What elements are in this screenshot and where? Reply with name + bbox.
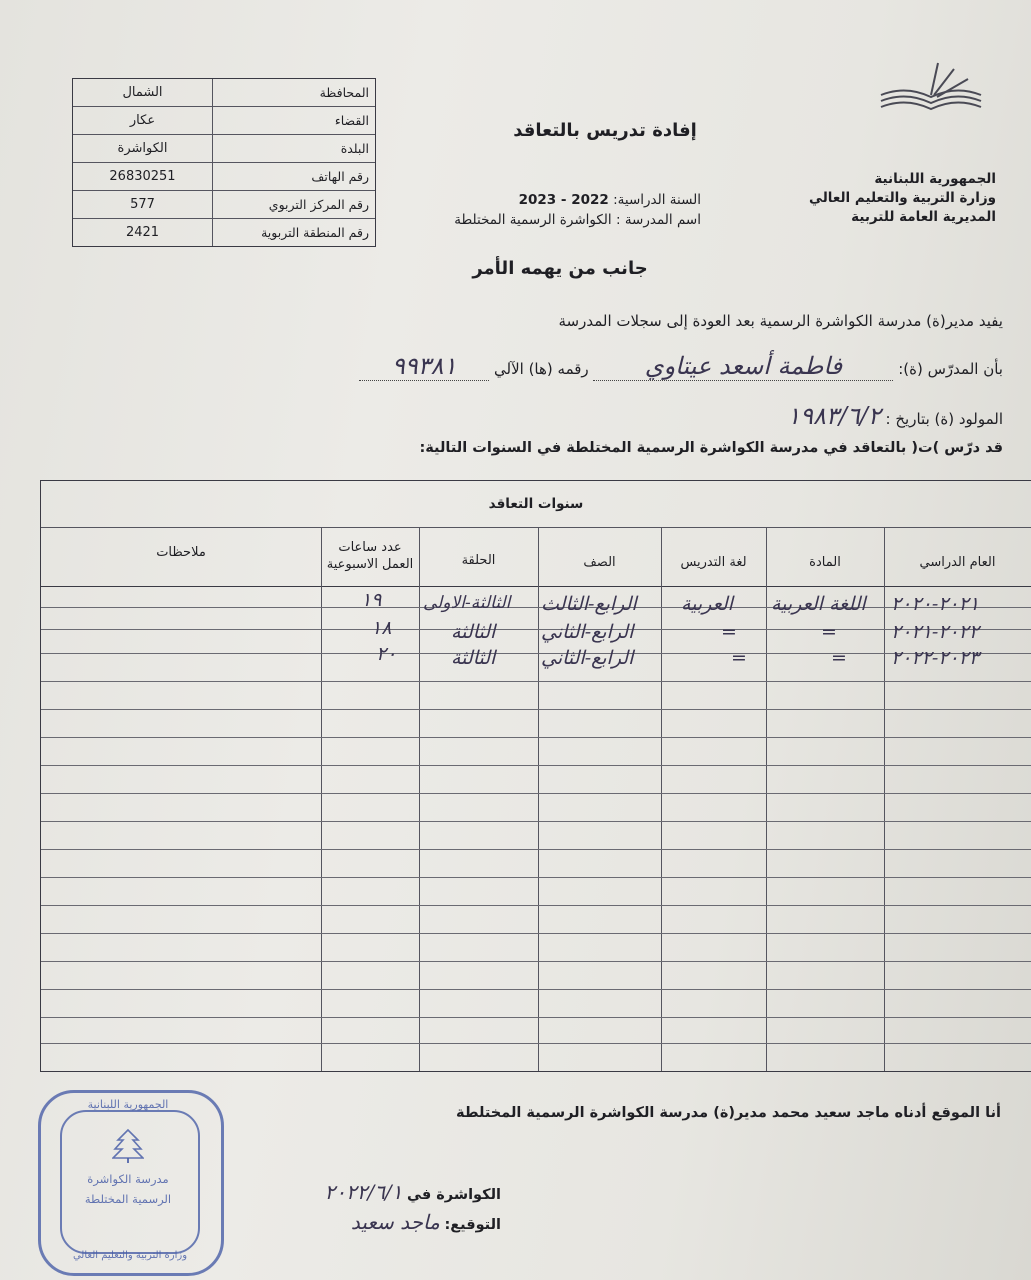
row-1-grade: الرابع-الثالث: [541, 593, 637, 615]
ministry-text: وزارة التربية والتعليم العالي: [809, 190, 996, 206]
signature-line: [241, 1210, 501, 1234]
row-1-subject: اللغة العربية: [771, 593, 866, 615]
school-details: [381, 190, 701, 230]
birth-label: المولود (ة) بتاريخ :: [885, 410, 1003, 428]
taught-line: قد درّس )ت( بالتعاقد في مدرسة الكواشرة الرسمية المختلطة في السنوات التالية:: [419, 440, 1003, 456]
place-date-line: [241, 1180, 501, 1204]
republic-text: الجمهورية اللبنانية: [874, 171, 996, 187]
school-name-value: الكواشرة الرسمية المختلطة: [454, 212, 612, 228]
header-grade: الصف: [583, 555, 616, 570]
body-line-1: يفيد مدير(ة) مدرسة الكواشرة الرسمية بعد العودة إلى سجلات المدرسة: [558, 312, 1003, 330]
row-2-grade: الرابع-الثاني: [541, 621, 634, 643]
directorate-text: المديرية العامة للتربية: [851, 209, 996, 225]
info-row: رقم المركز التربوي 577: [73, 191, 375, 219]
info-row: المحافظة الشمال: [73, 79, 375, 107]
teacher-name: فاطمة أسعد عيتاوي: [593, 352, 893, 381]
school-info-box: [72, 78, 376, 247]
contract-years-table: [40, 480, 1031, 1072]
ministry-logo-icon: [876, 55, 986, 115]
row-1-hours: ١٩: [361, 589, 382, 611]
ministry-heading: [796, 170, 996, 227]
info-row: رقم الهاتف 26830251: [73, 163, 375, 191]
row-3-subject: =: [831, 647, 847, 669]
row-2-hours: ١٨: [371, 617, 392, 639]
header-language: لغة التدريس: [680, 555, 747, 570]
signature-value: ماجد سعيد: [350, 1210, 440, 1234]
info-row: البلدة الكواشرة: [73, 135, 375, 163]
teacher-label: بأن المدرّس (ة):: [898, 360, 1003, 378]
row-3-language: =: [731, 647, 747, 669]
row-1-year: ٢٠٢١-٢٠٢٠: [891, 593, 980, 615]
stamp-line-top: الجمهورية اللبنانية: [87, 1098, 169, 1111]
row-3-cycle: الثالثة: [451, 647, 496, 669]
stamp-line-2: الرسمية المختلطة: [84, 1192, 172, 1206]
info-row: رقم المنطقة التربوية 2421: [73, 219, 375, 246]
row-2-year: ٢٠٢٢-٢٠٢١: [891, 621, 980, 643]
row-1-language: العربية: [681, 593, 733, 615]
id-number: ٩٩٣٨١: [359, 352, 489, 381]
table-caption: سنوات التعاقد: [41, 481, 1031, 528]
row-1-cycle: الثالثة-الاولى: [423, 593, 511, 613]
signatory-statement: أنا الموقع أدناه ماجد سعيد محمد مدير(ة) مدرسة الكواشرة الرسمية المختلطة: [456, 1105, 1001, 1121]
row-3-year: ٢٠٢٣-٢٠٢٢: [891, 647, 980, 669]
school-name-label: اسم المدرسة :: [615, 212, 701, 228]
document-title: إفادة تدريس بالتعاقد: [513, 120, 697, 141]
row-2-subject: =: [821, 621, 837, 643]
info-row: القضاء عكار: [73, 107, 375, 135]
stamp-line-bottom: وزارة التربية والتعليم العالي: [72, 1250, 188, 1261]
stamp-line-1: مدرسة الكواشرة: [87, 1172, 169, 1186]
header-subject: المادة: [809, 555, 841, 570]
place-date-value: ٢٠٢٢/٦/١: [324, 1180, 403, 1204]
school-year-value: 2022 - 2023: [518, 192, 609, 208]
salutation: جانب من يهمه الأمر: [472, 258, 648, 279]
cedar-tree-icon: [112, 1128, 144, 1164]
school-year-label: السنة الدراسية:: [613, 192, 701, 208]
row-2-cycle: الثالثة: [451, 621, 496, 643]
row-3-grade: الرابع-الثاني: [541, 647, 634, 669]
birth-date: ١٩٨٣/٦/٢: [787, 402, 881, 430]
teacher-line: [193, 352, 1003, 381]
header-hours: عدد ساعات العمل الاسبوعية: [326, 540, 414, 572]
place-date-label: الكواشرة في: [407, 1187, 501, 1203]
row-2-language: =: [721, 621, 737, 643]
row-3-hours: ٢٠: [376, 643, 397, 665]
id-label: رقمه (ها) الآلي: [494, 360, 589, 378]
birth-line: [503, 402, 1003, 430]
header-notes: ملاحظات: [156, 545, 206, 560]
signature-label: التوقيع:: [444, 1217, 501, 1233]
header-year: العام الدراسي: [919, 555, 996, 570]
header-cycle: الحلقة: [461, 553, 496, 568]
